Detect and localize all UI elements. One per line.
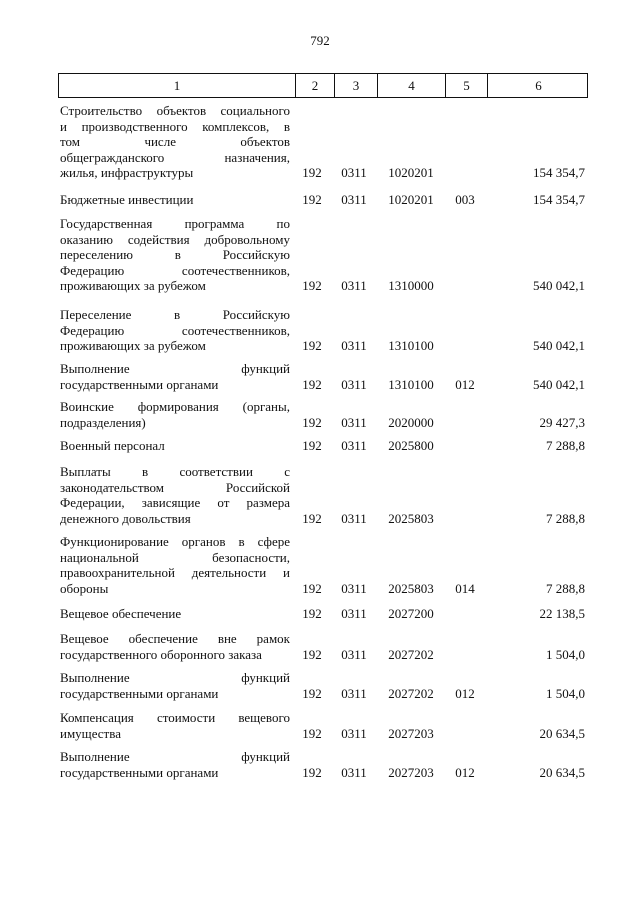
row-name-line: имущества bbox=[60, 725, 121, 741]
row-name-line: Вещевое обеспечение вне рамок bbox=[60, 631, 290, 646]
row-name bbox=[60, 606, 290, 622]
table-row bbox=[0, 749, 640, 780]
table-row bbox=[0, 307, 640, 354]
table-row bbox=[0, 399, 640, 430]
cell-col-2: 192 bbox=[302, 192, 322, 207]
cell-col-3: 0311 bbox=[341, 685, 367, 701]
column-header-5: 5 bbox=[446, 74, 488, 97]
column-header-2: 2 bbox=[296, 74, 335, 97]
row-name-line: законодательством Российской bbox=[60, 479, 290, 495]
table-row bbox=[0, 534, 640, 596]
table-row bbox=[0, 464, 640, 526]
cell-col-2: 192 bbox=[302, 646, 322, 662]
cell-col-2: 192 bbox=[302, 510, 322, 526]
cell-col-3: 0311 bbox=[341, 725, 367, 741]
row-name-line: жилья, инфраструктуры bbox=[60, 165, 194, 180]
cell-col-6: 20 634,5 bbox=[539, 764, 585, 780]
table-row bbox=[0, 670, 640, 701]
cell-col-4: 1310100 bbox=[388, 376, 434, 392]
cell-col-4: 2025803 bbox=[388, 580, 434, 596]
row-name-line: Компенсация стоимости вещевого bbox=[60, 710, 290, 725]
cell-col-6: 22 138,5 bbox=[539, 606, 585, 621]
table-row bbox=[0, 710, 640, 741]
cell-col-4: 2025800 bbox=[388, 438, 434, 453]
row-name-line: национальной безопасности, bbox=[60, 549, 290, 565]
cell-col-2: 192 bbox=[302, 278, 322, 293]
table-row bbox=[0, 606, 640, 622]
row-name-line: Государственная программа по bbox=[60, 216, 290, 231]
column-header-1: 1 bbox=[59, 74, 296, 97]
cell-col-2: 192 bbox=[302, 606, 322, 621]
cell-col-3: 0311 bbox=[341, 192, 367, 207]
cell-col-4: 1020201 bbox=[388, 192, 434, 207]
cell-col-2: 192 bbox=[302, 725, 322, 741]
cell-col-4: 1310100 bbox=[388, 338, 434, 353]
row-name-line: и производственного комплексов, в bbox=[60, 118, 290, 134]
row-name-line: том числе объектов bbox=[60, 134, 290, 149]
row-name bbox=[60, 192, 290, 208]
row-name-line: Переселение в Российскую bbox=[60, 307, 290, 322]
cell-col-3: 0311 bbox=[341, 438, 367, 453]
cell-col-4: 2027202 bbox=[388, 685, 434, 701]
cell-col-3: 0311 bbox=[341, 764, 367, 780]
table-row bbox=[0, 192, 640, 208]
cell-col-4: 2027202 bbox=[388, 646, 434, 662]
row-name-line: государственного оборонного заказа bbox=[60, 646, 262, 662]
cell-col-4: 2027200 bbox=[388, 606, 434, 621]
cell-col-3: 0311 bbox=[341, 510, 367, 526]
cell-col-4: 2027203 bbox=[388, 764, 434, 780]
column-header-4: 4 bbox=[378, 74, 446, 97]
row-name-line: Выполнение функций bbox=[60, 361, 290, 376]
row-name-line: правоохранительной деятельности и bbox=[60, 565, 290, 580]
cell-col-4: 2027203 bbox=[388, 725, 434, 741]
row-name-line: проживающих за рубежом bbox=[60, 278, 206, 293]
row-name bbox=[60, 307, 290, 354]
row-name bbox=[60, 749, 290, 780]
row-name-line: Выполнение функций bbox=[60, 749, 290, 764]
cell-col-6: 7 288,8 bbox=[546, 438, 585, 453]
cell-col-4: 2020000 bbox=[388, 414, 434, 430]
cell-col-6: 1 504,0 bbox=[546, 646, 585, 662]
row-name-line: оказанию содействия добровольному bbox=[60, 231, 290, 247]
cell-col-5: 003 bbox=[455, 192, 475, 207]
cell-col-3: 0311 bbox=[341, 580, 367, 596]
cell-col-2: 192 bbox=[302, 165, 322, 180]
row-name-line: Функционирование органов в сфере bbox=[60, 534, 290, 549]
row-name bbox=[60, 399, 290, 430]
row-name-line: общегражданского назначения, bbox=[60, 149, 290, 165]
cell-col-2: 192 bbox=[302, 414, 322, 430]
cell-col-3: 0311 bbox=[341, 646, 367, 662]
cell-col-3: 0311 bbox=[341, 338, 367, 353]
row-name-line: проживающих за рубежом bbox=[60, 338, 206, 353]
row-name bbox=[60, 534, 290, 596]
row-name-line: обороны bbox=[60, 580, 109, 596]
cell-col-3: 0311 bbox=[341, 278, 367, 293]
cell-col-6: 7 288,8 bbox=[546, 510, 585, 526]
cell-col-5: 014 bbox=[455, 580, 475, 596]
cell-col-6: 1 504,0 bbox=[546, 685, 585, 701]
row-name-line: Выплаты в соответствии с bbox=[60, 464, 290, 479]
cell-col-6: 540 042,1 bbox=[533, 338, 585, 353]
column-header-6: 6 bbox=[535, 78, 542, 93]
table-row bbox=[0, 103, 640, 181]
cell-col-5: 012 bbox=[455, 685, 475, 701]
cell-col-2: 192 bbox=[302, 338, 322, 353]
row-name bbox=[60, 710, 290, 741]
row-name bbox=[60, 216, 290, 294]
row-name bbox=[60, 631, 290, 662]
row-name bbox=[60, 361, 290, 392]
row-name bbox=[60, 670, 290, 701]
row-name bbox=[60, 464, 290, 526]
row-name-line: государственными органами bbox=[60, 685, 219, 701]
table-row bbox=[0, 216, 640, 294]
cell-col-6: 20 634,5 bbox=[539, 725, 585, 741]
table-row bbox=[0, 361, 640, 392]
cell-col-2: 192 bbox=[302, 376, 322, 392]
row-name-line: Военный персонал bbox=[60, 438, 165, 453]
page-number: 792 bbox=[310, 33, 330, 48]
cell-col-6: 154 354,7 bbox=[533, 165, 585, 180]
cell-col-4: 1310000 bbox=[388, 278, 434, 293]
row-name-line: переселению в Российскую bbox=[60, 247, 290, 262]
row-name-line: подразделения) bbox=[60, 414, 146, 430]
cell-col-2: 192 bbox=[302, 764, 322, 780]
cell-col-3: 0311 bbox=[341, 414, 367, 430]
table-row bbox=[0, 631, 640, 662]
cell-col-6: 540 042,1 bbox=[533, 278, 585, 293]
row-name-line: денежного довольствия bbox=[60, 510, 191, 526]
column-header-3: 3 bbox=[335, 74, 378, 97]
cell-col-3: 0311 bbox=[341, 376, 367, 392]
row-name-line: Воинские формирования (органы, bbox=[60, 399, 290, 414]
row-name-line: Федерацию соотечественников, bbox=[60, 322, 290, 338]
cell-col-6: 29 427,3 bbox=[539, 414, 585, 430]
row-name-line: государственными органами bbox=[60, 764, 219, 780]
cell-col-3: 0311 bbox=[341, 165, 367, 180]
row-name bbox=[60, 438, 290, 454]
row-name-line: Строительство объектов социального bbox=[60, 103, 290, 118]
table-row bbox=[0, 438, 640, 454]
row-name-line: Федерации, зависящие от размера bbox=[60, 495, 290, 510]
cell-col-2: 192 bbox=[302, 685, 322, 701]
cell-col-2: 192 bbox=[302, 438, 322, 453]
row-name-line: Бюджетные инвестиции bbox=[60, 192, 194, 207]
row-name-line: Вещевое обеспечение bbox=[60, 606, 182, 621]
cell-col-3: 0311 bbox=[341, 606, 367, 621]
cell-col-6: 7 288,8 bbox=[546, 580, 585, 596]
row-name-line: Федерацию соотечественников, bbox=[60, 262, 290, 278]
row-name-line: Выполнение функций bbox=[60, 670, 290, 685]
cell-col-5: 012 bbox=[455, 764, 475, 780]
cell-col-2: 192 bbox=[302, 580, 322, 596]
cell-col-6: 154 354,7 bbox=[533, 192, 585, 207]
cell-col-4: 2025803 bbox=[388, 510, 434, 526]
cell-col-5: 012 bbox=[455, 376, 475, 392]
row-name-line: государственными органами bbox=[60, 376, 219, 392]
cell-col-6: 540 042,1 bbox=[533, 376, 585, 392]
cell-col-4: 1020201 bbox=[388, 165, 434, 180]
row-name bbox=[60, 103, 290, 181]
